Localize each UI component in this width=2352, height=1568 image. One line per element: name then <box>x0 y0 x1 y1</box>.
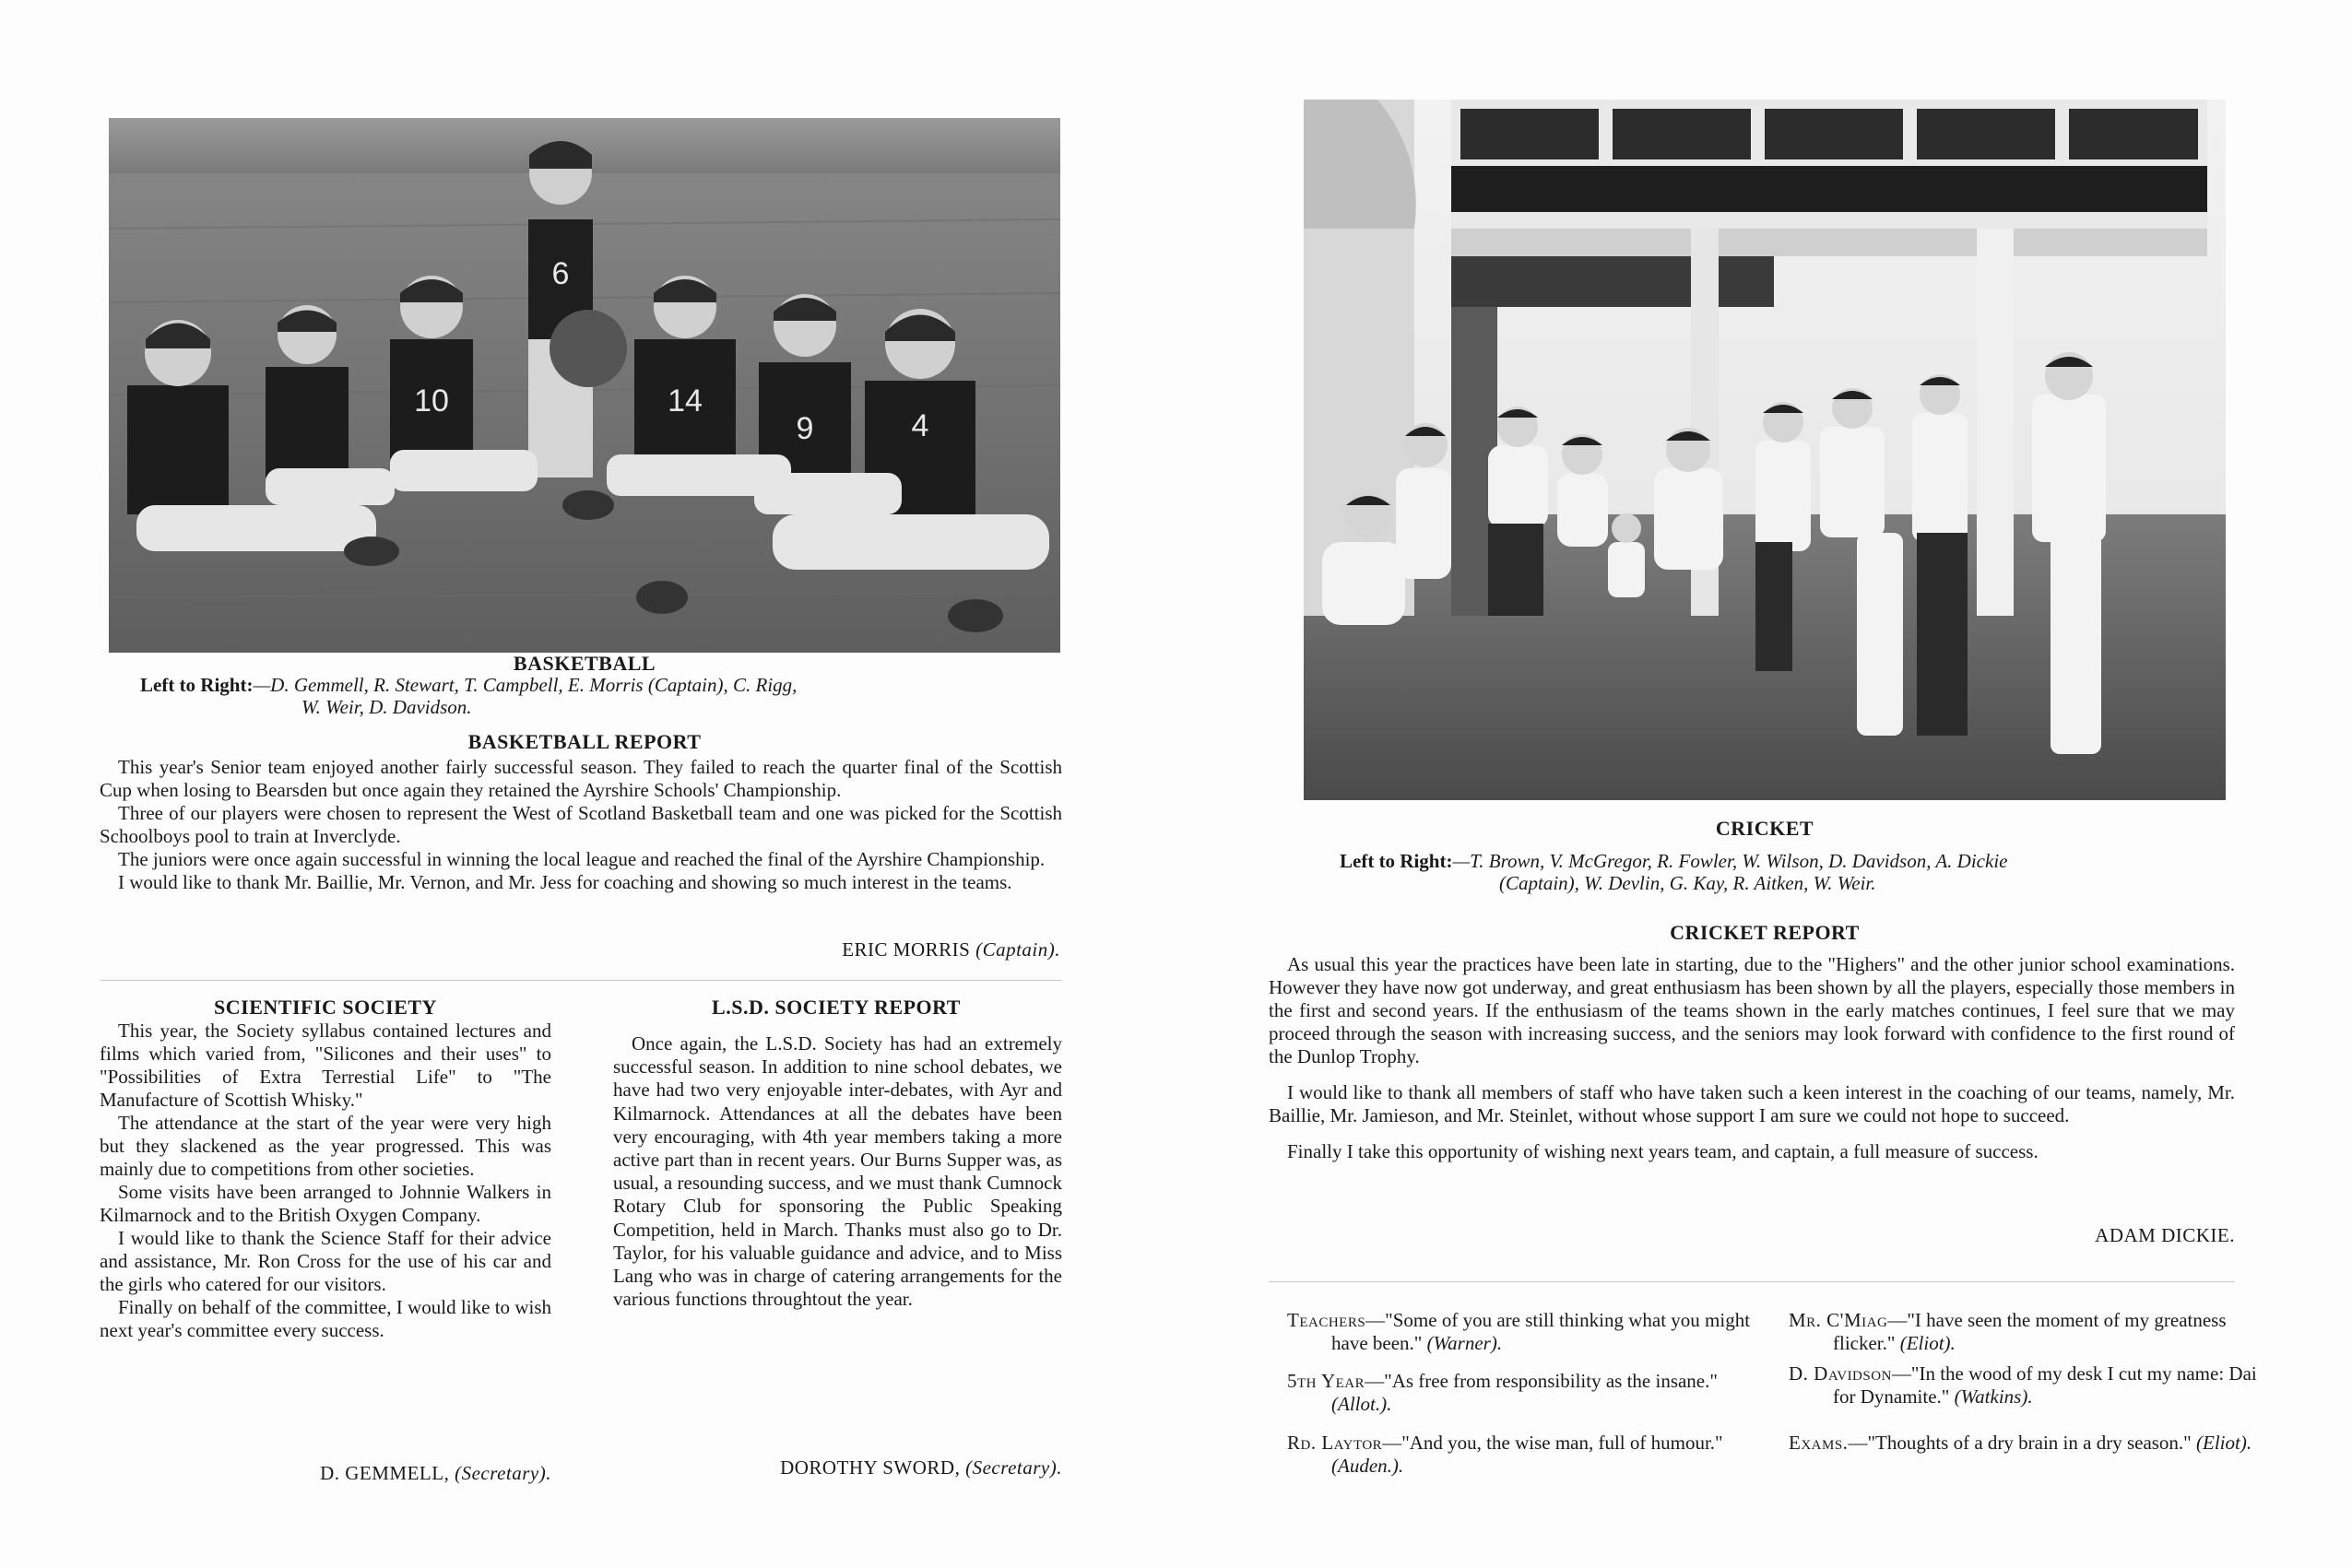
scientific-society-signature <box>184 1462 551 1485</box>
signature-name: DOROTHY SWORD, <box>780 1456 961 1479</box>
paragraph: Three of our players were chosen to represent the West of Scotland Basketball team and one was picked for the Scottish Schoolboys pool to train at Inverclyde. <box>100 802 1062 847</box>
caption-names: —D. Gemmell, R. Stewart, T. Campbell, E. Morris (Captain), C. Rigg, <box>253 674 798 696</box>
caption-lead: Left to Right: <box>1340 850 1453 872</box>
basketball-team-photo <box>109 118 1060 653</box>
paragraph: I would like to thank the Science Staff for their advice and assistance, Mr. Ron Cross for the use of his car and the girls who catered for our visitors. <box>100 1227 551 1295</box>
section-divider <box>100 980 1062 981</box>
quote-text: —"Thoughts of a dry brain in a dry season." <box>1848 1432 2192 1454</box>
basketball-caption-line-2 <box>301 696 947 719</box>
paragraph: The juniors were once again successful in winning the local league and reached the final of the Ayrshire Championship. <box>118 848 1046 870</box>
signature-role: (Secretary). <box>455 1462 551 1484</box>
caption-names: (Captain), W. Devlin, G. Kay, R. Aitken, W. Weir. <box>1499 872 1876 894</box>
scientific-society-body <box>100 1020 551 1342</box>
quote-source: (Allot.). <box>1331 1393 1392 1415</box>
quote-text: —"Some of you are still thinking what you might have been." <box>1331 1309 1751 1354</box>
cricket-team-photo <box>1304 100 2226 800</box>
quote-teachers <box>1287 1309 1774 1355</box>
paragraph: The attendance at the start of the year were very high but they slackened as the year progressed. This was mainly due to competitions from other societies. <box>100 1112 551 1180</box>
jersey-number-4: 4 <box>911 408 929 443</box>
jersey-number-14: 14 <box>668 383 703 419</box>
right-page <box>1176 0 2352 1568</box>
quote-source: (Auden.). <box>1331 1455 1404 1477</box>
jersey-number-6: 6 <box>551 256 570 291</box>
quote-speaker: Teachers <box>1287 1309 1366 1331</box>
quote-text: —"As free from responsibility as the insane." <box>1365 1370 1718 1392</box>
jersey-number-10: 10 <box>414 383 449 419</box>
paragraph: Finally I take this opportunity of wishing next years team, and captain, a full measure of success. <box>1287 1140 2039 1162</box>
signature-role: (Captain). <box>975 938 1060 961</box>
quote-exams <box>1789 1432 2279 1455</box>
quote-text: —"In the wood of my desk I cut my name: Dai for Dynamite." <box>1833 1362 2257 1408</box>
quote-source: (Warner). <box>1426 1332 1503 1354</box>
quote-text: —"And you, the wise man, full of humour." <box>1382 1432 1723 1454</box>
basketball-report-body <box>100 756 1062 894</box>
cricket-caption-line-1 <box>1340 850 2262 873</box>
paragraph: Finally on behalf of the committee, I would like to wish next year's committee every success. <box>100 1296 551 1341</box>
quote-source: (Watkins). <box>1954 1385 2033 1408</box>
quote-source: (Eliot). <box>2196 1432 2252 1454</box>
basketball-report-signature <box>645 938 1060 961</box>
quote-source: (Eliot). <box>1899 1332 1956 1354</box>
cricket-caption-line-2 <box>1499 872 2145 895</box>
jersey-number-9: 9 <box>796 411 814 446</box>
signature-role: (Secretary). <box>965 1456 1062 1479</box>
cricket-title: CRICKET <box>1715 817 1814 840</box>
quote-speaker: D. Davidson <box>1789 1362 1892 1385</box>
quote-text: —"I have seen the moment of my greatness flicker." <box>1833 1309 2227 1354</box>
signature-name: ERIC MORRIS <box>842 938 971 961</box>
caption-names: —T. Brown, V. McGregor, R. Fowler, W. Wilson, D. Davidson, A. Dickie <box>1452 850 2008 872</box>
quote-rd-laytor <box>1287 1432 1774 1478</box>
caption-names: W. Weir, D. Davidson. <box>301 696 472 718</box>
quote-speaker: Exams. <box>1789 1432 1849 1454</box>
paragraph: As usual this year the practices have been late in starting, due to the "Highers" and the other junior school examinations. However they have now got underway, and great enthusiasm has been shown by all the players, especially those members in the first and second years. If the enthusiasm of the teams shown in the early matches continues, I feel sure that we may proceed through the season with increasing success, and the seniors may look forward with confidence to the first round of the Dunlop Trophy. <box>1269 953 2235 1067</box>
quote-d-davidson <box>1789 1362 2279 1409</box>
lsd-society-signature <box>645 1456 1062 1480</box>
basketball-caption-line-1 <box>140 674 1062 697</box>
quote-5th-year <box>1287 1370 1774 1416</box>
cricket-report-body <box>1269 953 2235 1163</box>
quote-speaker: Rd. Laytor <box>1287 1432 1383 1454</box>
caption-lead: Left to Right: <box>140 674 254 696</box>
paragraph: Some visits have been arranged to Johnnie Walkers in Kilmarnock and to the British Oxygen Company. <box>100 1181 551 1226</box>
scientific-society-heading: SCIENTIFIC SOCIETY <box>214 996 437 1019</box>
paragraph: This year's Senior team enjoyed another fairly successful season. They failed to reach the quarter final of the Scottish Cup when losing to Bearsden but once again they retained the Ayrshire Schools' Championship. <box>100 756 1062 801</box>
cricket-report-signature: ADAM DICKIE. <box>2095 1224 2235 1246</box>
cricket-report-heading: CRICKET REPORT <box>1670 921 1860 944</box>
quote-speaker: Mr. C'Miag <box>1789 1309 1888 1331</box>
basketball-title: BASKETBALL <box>513 652 656 675</box>
basketball-report-heading: BASKETBALL REPORT <box>467 730 702 753</box>
paragraph: Once again, the L.S.D. Society has had an extremely successful season. In addition to nine school debates, we have had two very enjoyable inter-debates, with Ayr and Kilmarnock. Attendances at all the debates have been very encouraging, with 4th year members taking a more active part than in recent years. Our Burns Supper was, as usual, a resounding success, and we must thank Cumnock Rotary Club for sponsoring the Public Speaking Competition, held in March. Thanks must also go to Dr. Taylor, for his valuable guidance and advice, and to Miss Lang who was in charge of catering arrangements for the various functions throughtout the year. <box>613 1032 1062 1311</box>
signature-name: D. GEMMELL, <box>320 1462 450 1484</box>
paragraph: This year, the Society syllabus contained lectures and films which varied from, "Silicones and their uses" to "Possibilities of Extra Terrestial Life" to "The Manufacture of Scottish Whisky." <box>100 1020 551 1111</box>
lsd-society-body <box>613 1032 1062 1311</box>
quote-mr-cmiag <box>1789 1309 2279 1355</box>
lsd-society-heading: L.S.D. SOCIETY REPORT <box>712 996 961 1019</box>
paragraph: I would like to thank Mr. Baillie, Mr. Vernon, and Mr. Jess for coaching and showing so much interest in the teams. <box>118 871 1012 893</box>
section-divider <box>1269 1281 2235 1282</box>
quote-speaker: 5th Year <box>1287 1370 1365 1392</box>
paragraph: I would like to thank all members of staff who have taken such a keen interest in the coaching of our teams, namely, Mr. Baillie, Mr. Jamieson, and Mr. Steinlet, without whose support I am sure we could not hope to succeed. <box>1269 1081 2235 1126</box>
